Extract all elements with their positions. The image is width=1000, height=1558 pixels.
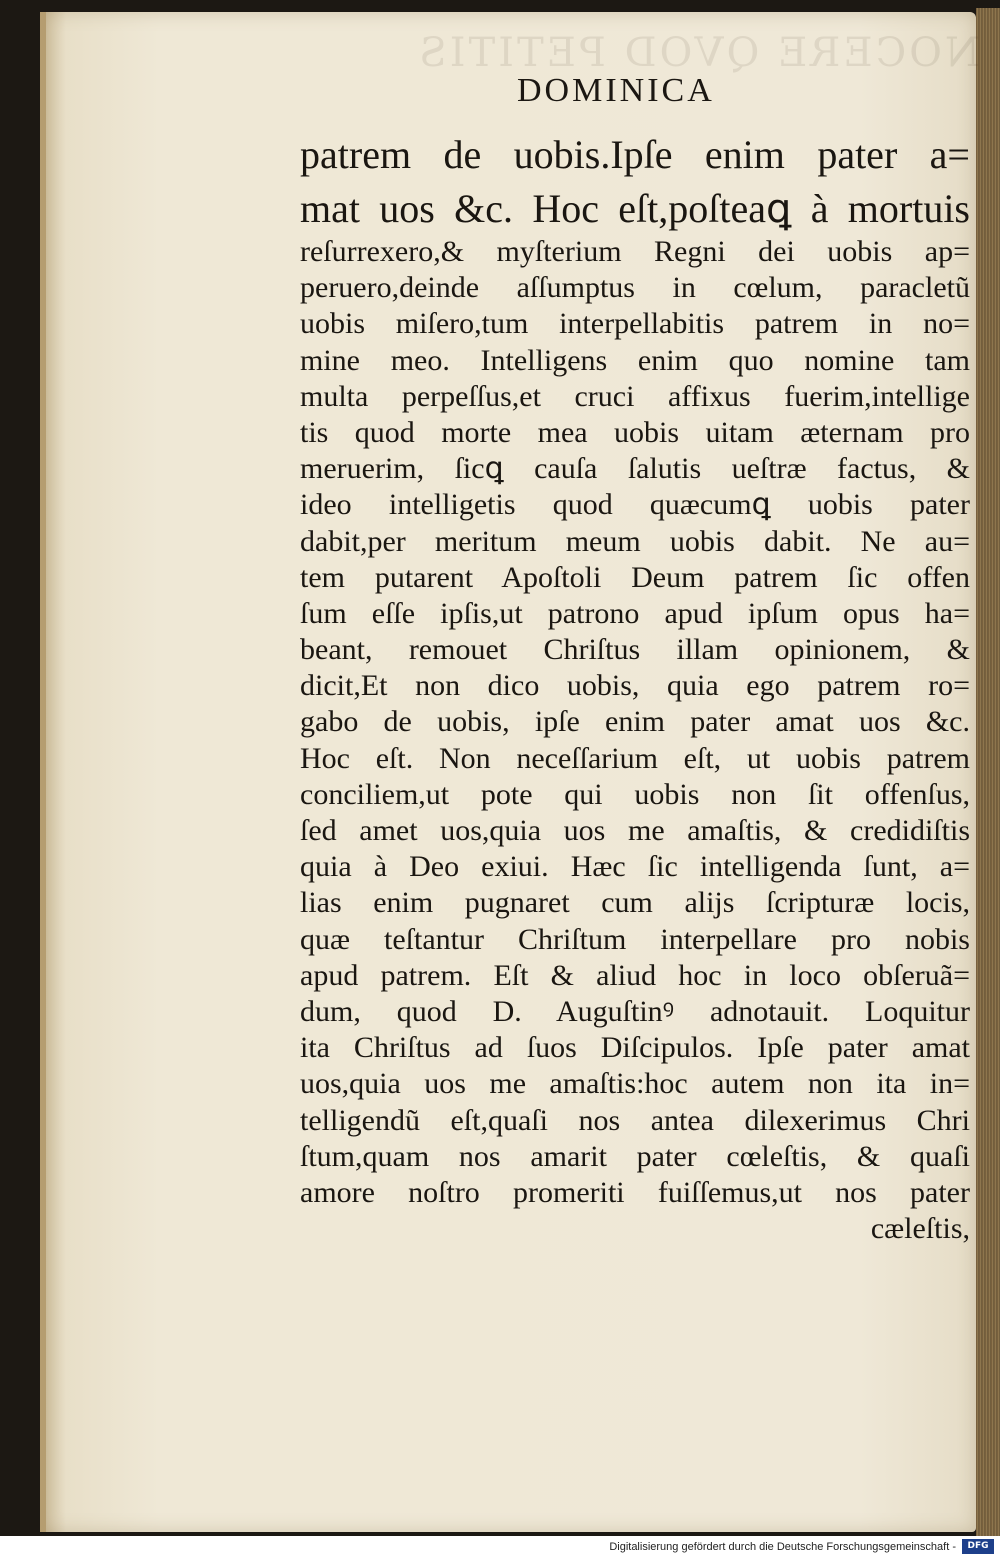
- text-line-5: uobis miſero,tum interpellabitis patrem in no=: [300, 307, 970, 341]
- text-line-21: lias enim pugnaret cum alijs ſcripturæ locis,: [300, 886, 970, 920]
- text-line-1: patrem de uobis.Ipſe enim pater a=: [300, 132, 970, 177]
- text-line-2: mat uos &c. Hoc eſt,poſteaꝗ à mortuis: [300, 186, 970, 231]
- page-gutter-edge: [40, 12, 46, 1532]
- text-line-29: amore noſtro promeriti fuiſſemus,ut nos pater: [300, 1175, 970, 1209]
- running-head: DOMINICA: [517, 72, 715, 109]
- text-line-12: tem putarent Apoſtoli Deum patrem ſic offen: [300, 560, 970, 594]
- text-line-7: multa perpeſſus,et cruci affixus fuerim,intellige: [300, 379, 970, 413]
- text-line-22: quæ teſtantur Chriſtum interpellare pro nobis: [300, 922, 970, 956]
- text-line-15: dicit,Et non dico uobis, quia ego patrem ro=: [300, 669, 970, 703]
- text-line-24: dum, quod D. Auguſtinꝰ adnotauit. Loquitur: [300, 994, 970, 1028]
- footer-credit: Digitalisierung gefördert durch die Deutsche Forschungsgemeinschaft -: [609, 1541, 956, 1553]
- text-line-27: telligendũ eſt,quaſi nos antea dilexerimus Chri: [300, 1103, 970, 1137]
- text-line-18: conciliem,ut pote qui uobis non ſit offenſus,: [300, 777, 970, 811]
- page-text-block: [300, 130, 970, 1247]
- bleed-through-text: NOCERE QVOD PETITIS: [416, 30, 980, 76]
- text-line-28: ſtum,quam nos amarit pater cœleſtis, & quaſi: [300, 1139, 970, 1173]
- text-line-11: dabit,per meritum meum uobis dabit. Ne au=: [300, 524, 970, 558]
- text-line-13: ſum eſſe ipſis,ut patrono apud ipſum opus ha=: [300, 596, 970, 630]
- text-line-9: meruerim, ſicꝗ cauſa ſalutis ueſtræ factus, &: [300, 452, 970, 486]
- text-line-23: apud patrem. Eſt & aliud hoc in loco obſeruã=: [300, 958, 970, 992]
- text-line-6: mine meo. Intelligens enim quo nomine tam: [300, 343, 970, 377]
- text-line-26: uos,quia uos me amaſtis:hoc autem non ita in=: [300, 1067, 970, 1101]
- text-line-19: ſed amet uos,quia uos me amaſtis, & credidiſtis: [300, 814, 970, 847]
- text-line-25: ita Chriſtus ad ſuos Diſcipulos. Ipſe pater amat: [300, 1031, 970, 1065]
- text-line-4: peruero,deinde aſſumptus in cœlum, paracletũ: [300, 271, 970, 305]
- text-line-8: tis quod morte mea uobis uitam æternam pro: [300, 415, 970, 449]
- dfg-logo: DFG: [962, 1539, 994, 1554]
- text-line-17: Hoc eſt. Non neceſſarium eſt, ut uobis patrem: [300, 741, 970, 775]
- text-line-16: gabo de uobis, ipſe enim pater amat uos &c.: [300, 705, 970, 739]
- text-line-20: quia à Deo exiui. Hæc ſic intelligenda ſunt, a=: [300, 850, 970, 884]
- text-line-3: reſurrexero,& myſterium Regni dei uobis ap=: [300, 235, 970, 268]
- digitization-footer: [0, 1536, 1000, 1558]
- catchword: cæleſtis,: [870, 1212, 970, 1246]
- text-line-10: ideo intelligetis quod quæcumꝗ uobis pater: [300, 488, 970, 522]
- book-fore-edge: [976, 8, 1000, 1536]
- text-line-14: beant, remouet Chriſtus illam opinionem, &: [300, 633, 970, 667]
